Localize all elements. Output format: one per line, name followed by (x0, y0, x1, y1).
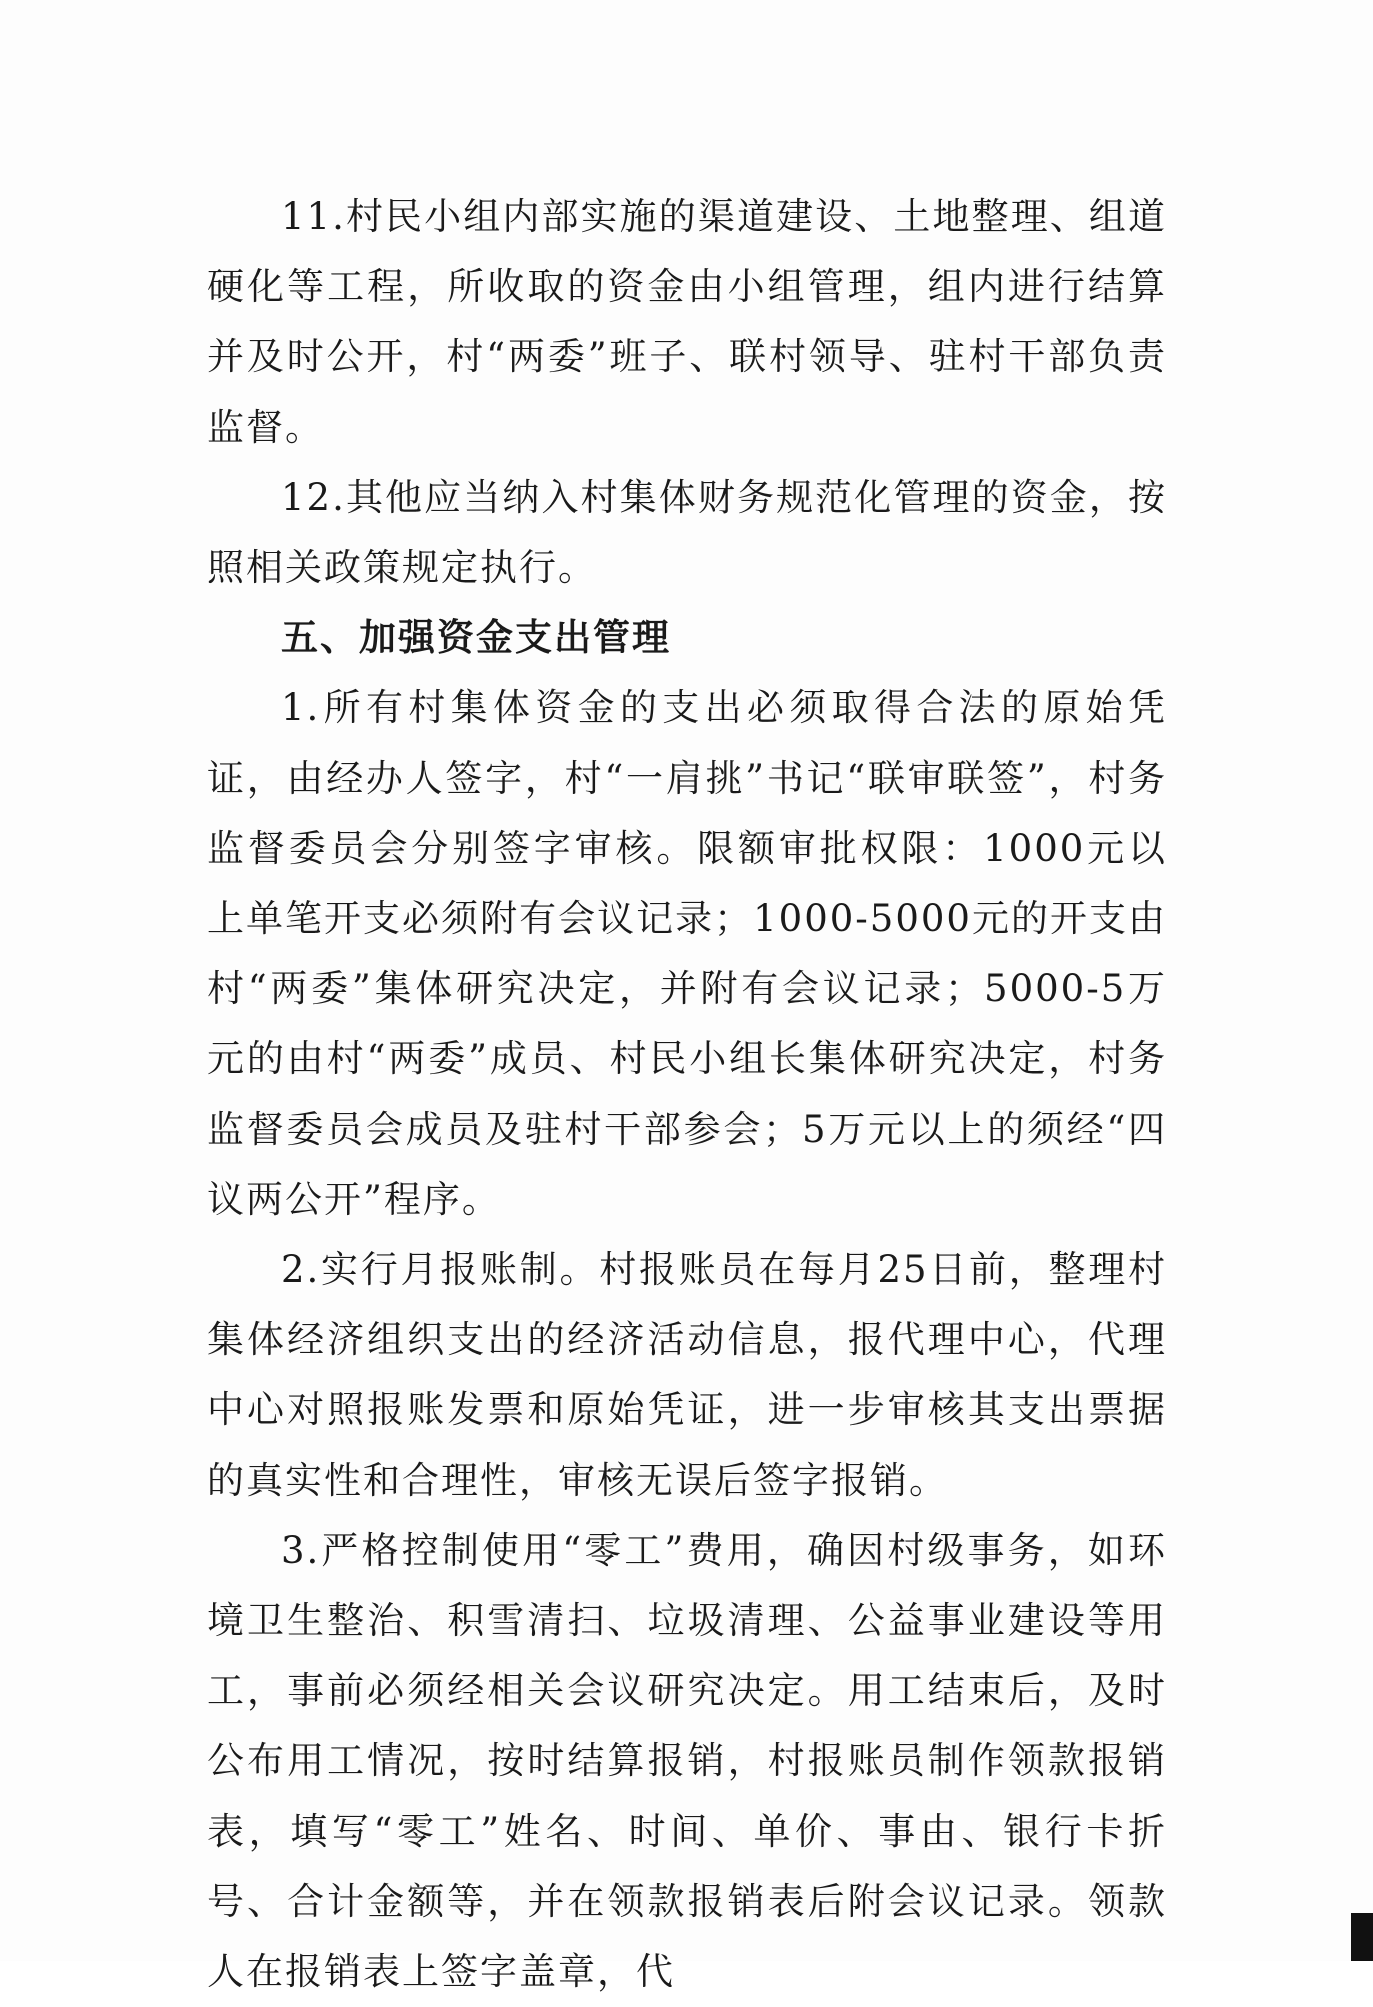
section-heading: 五、加强资金支出管理 (281, 616, 671, 660)
paragraph-item-3: 3.严格控制使用“零工”费用，确因村级事务，如环境卫生整治、积雪清扫、垃圾清理、公益事业建设等用工，事前必须经相关会议研究决定。用工结束后，及时公布用工情况，按时结算报销，村报账员制作领款报销表，填写“零工”姓名、时间、单价、事由、银行卡折号、合计金额等，并在领款报销表后附会议记录。领款人在报销表上签字盖章，代 (207, 1528, 1167, 1994)
document-body (207, 182, 1167, 2007)
paragraph-item-2: 2.实行月报账制。村报账员在每月25日前，整理村集体经济组织支出的经济活动信息，报代理中心，代理中心对照报账发票和原始凭证，进一步审核其支出票据的真实性和合理性，审核无误后签字报销。 (207, 1248, 1167, 1502)
paragraph-item-12: 12.其他应当纳入村集体财务规范化管理的资金，按照相关政策规定执行。 (207, 475, 1167, 590)
scan-edge-mark (1351, 1913, 1373, 1961)
paragraph-item-11: 11.村民小组内部实施的渠道建设、土地整理、组道硬化等工程，所收取的资金由小组管理，组内进行结算并及时公开，村“两委”班子、联村领导、驻村干部负责监督。 (207, 195, 1167, 449)
paragraph-item-1: 1.所有村集体资金的支出必须取得合法的原始凭证，由经办人签字，村“一肩挑”书记“联审联签”，村务监督委员会分别签字审核。限额审批权限：1000元以上单笔开支必须附有会议记录；1000-5000元的开支由村“两委”集体研究决定，并附有会议记录；5000-5万元的由村“两委”成员、村民小组长集体研究决定，村务监督委员会成员及驻村干部参会；5万元以上的须经“四议两公开”程序。 (207, 686, 1167, 1221)
